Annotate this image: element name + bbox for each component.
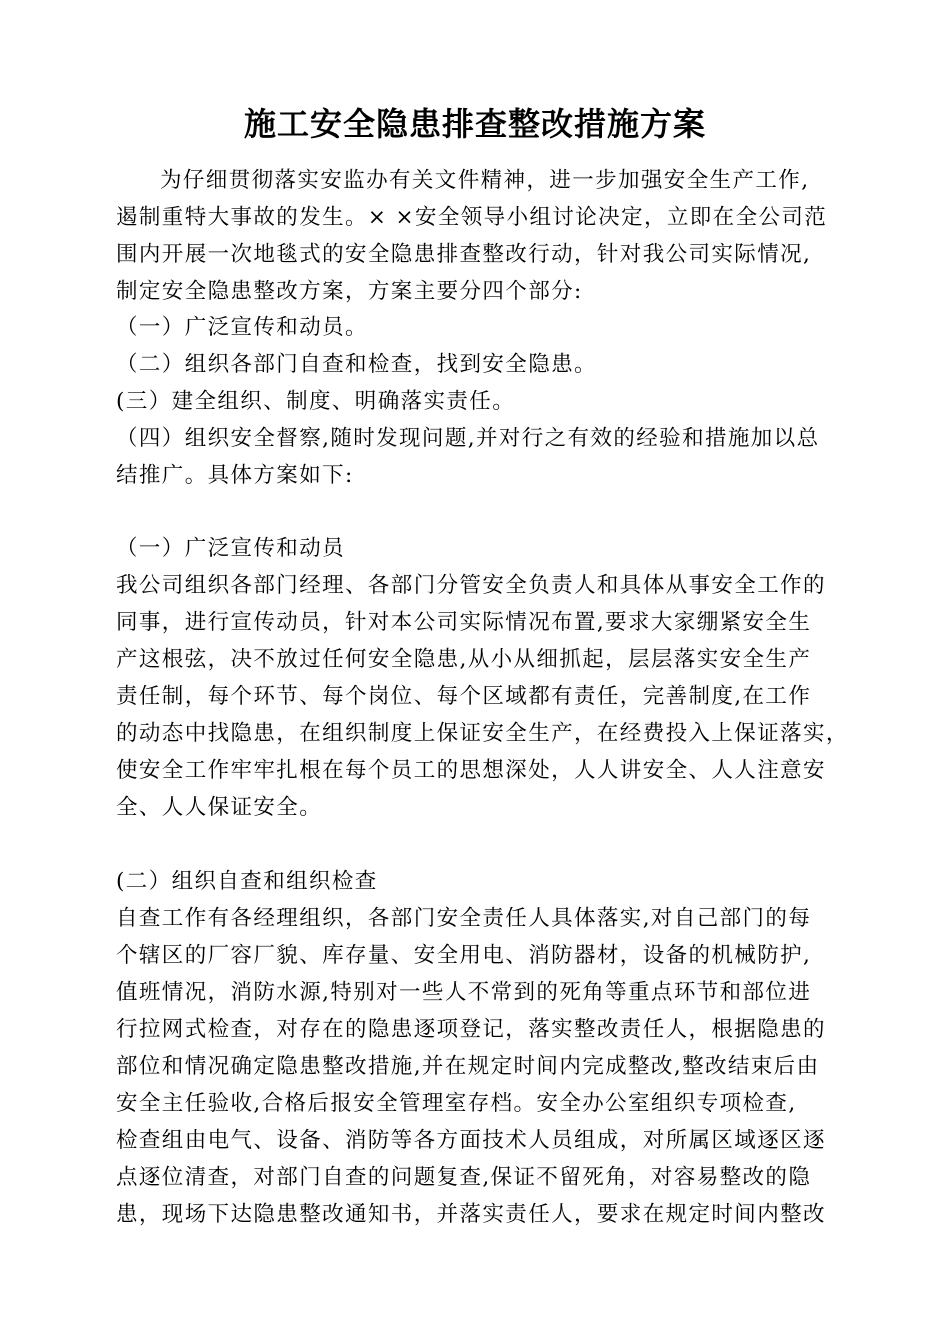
body-line: 安全主任验收,合格后报安全管理室存档。安全办公室组织专项检查,	[116, 1091, 797, 1116]
body-line: 值班情况，消防水源,特别对一些人不常到的死角等重点环节和部位进	[116, 980, 812, 1005]
intro-line: 围内开展一次地毯式的安全隐患排查整改行动，针对我公司实际情况,	[116, 242, 812, 267]
intro-line: 遏制重特大事故的发生。× ×安全领导小组讨论决定，立即在全公司范	[116, 205, 828, 230]
body-line: 使安全工作牢牢扎根在每个员工的思想深处，人人讲安全、人人注意安	[116, 758, 826, 783]
body-line: 行拉网式检查，对存在的隐患逐项登记，落实整改责任人，根据隐患的	[116, 1017, 826, 1042]
body-line: 部位和情况确定隐患整改措施,并在规定时间内完成整改,整改结束后由	[116, 1054, 820, 1079]
intro-line: 为仔细贯彻落实安监办有关文件精神，进一步加强安全生产工作,	[160, 168, 810, 193]
body-line: 同事，进行宣传动员，针对本公司实际情况布置,要求大家绷紧安全生	[116, 610, 812, 635]
outline-item: 结推广。具体方案如下:	[116, 463, 354, 488]
body-line: 责任制，每个环节、每个岗位、每个区域都有责任，完善制度,在工作	[116, 684, 812, 709]
body-line: 自查工作有各经理组织，各部门安全责任人具体落实,对自己部门的每	[116, 906, 812, 931]
body-line: 我公司组织各部门经理、各部门分管安全负责人和具体从事安全工作的	[116, 573, 826, 598]
section-heading: (二）组织自查和组织检查	[116, 869, 378, 894]
outline-item: （一）广泛宣传和动员。	[116, 315, 368, 340]
outline-item: （二）组织各部门自查和检查，找到安全隐患。	[116, 352, 597, 377]
document-title: 施工安全隐患排查整改措施方案	[243, 105, 706, 143]
body-line: 产这根弦，决不放过任何安全隐患,从小从细抓起，层层落实安全生产	[116, 647, 812, 672]
outline-item: (三）建全组织、制度、明确落实责任。	[116, 389, 516, 414]
body-line: 的动态中找隐患，在组织制度上保证安全生产，在经费投入上保证落实，	[116, 721, 849, 746]
body-line: 患，现场下达隐患整改通知书，并落实责任人，要求在规定时间内整改	[116, 1202, 826, 1227]
outline-item: （四）组织安全督察,随时发现问题,并对行之有效的经验和措施加以总	[116, 426, 820, 451]
body-line: 全、人人保证安全。	[116, 795, 323, 820]
intro-line: 制定安全隐患整改方案，方案主要分四个部分:	[116, 279, 583, 304]
section-heading: （一）广泛宣传和动员	[116, 536, 346, 561]
body-line: 检查组由电气、设备、消防等各方面技术人员组成，对所属区域逐区逐	[116, 1128, 826, 1153]
body-line: 点逐位清查，对部门自查的问题复查,保证不留死角，对容易整改的隐	[116, 1165, 812, 1190]
body-line: 个辖区的厂容厂貌、库存量、安全用电、消防器材，设备的机械防护,	[116, 943, 812, 968]
